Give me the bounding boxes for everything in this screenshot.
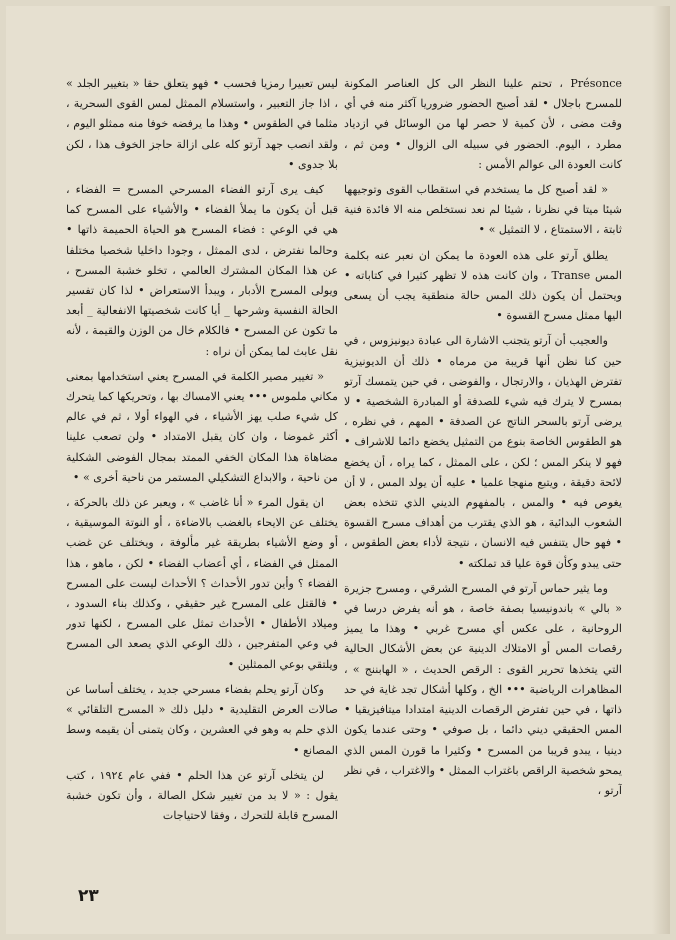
paragraph: يطلق آرتو على هذه العودة ما يمكن ان نعبر عنه بكلمة المس Transe ، وان كانت هذه لا تظهر كثيرا في كتاباته • ويحتمل أن يكون ذلك المس حالة منطقية يجب أن يسعى اليها ممثل مسرح القسوة • (344, 248, 622, 323)
left-column (66, 74, 338, 874)
paragraph: « لقد أصبح كل ما يستخدم في استقطاب القوى وتوجيهها شيئا ميتا في نظرنا ، شيئا لم نعد نستخلص منه الا فائدة فنية ثابتة ، الاستمتاع ، لا التمثيل » • (344, 183, 622, 237)
page-shadow (652, 6, 670, 934)
paragraph: وكان آرتو يحلم بفضاء مسرحي جديد ، يختلف أساسا عن صالات العرض التقليدية • دليل ذلك « المسرح التلقائي » الذي حلم به وهو في العشرين ، وكان يتمنى أن يقيمه وسط المصانع • (66, 682, 338, 757)
paragraph: ان يقول المرء « أنا غاضب » ، ويعبر عن ذلك بالحركة ، يختلف عن الايحاء بالغضب بالاضاءة ، أو النوتة الموسيقية ، أو وضع الأشياء بطريقة غير مألوفة ، ويختلف عن غضب الممثل في الفضاء ، أي أعضاب الفضاء • لكن ، ماهو ، هذا الفضاء ؟ وأين تدور الأحداث ؟ الأحداث ليست على المسرح • فالقتل على المسرح غير حقيقي ، وكذلك بناء السدود ، وميلاد الأطفال • الأحداث تمثل على المسرح ، لكنها تدور في وعي المتفرجين ، ذلك الوعي الذي يصعد الى المسرح ويلتقي بوعي الممثلين • (66, 496, 338, 671)
paragraph: « تغيير مصير الكلمة في المسرح يعني استخدامها بمعنى مكاني ملموس ••• يعني الامساك بها ، وتحريكها كما يتحرك كل شيء صلب يهز الأشياء ، في الهواء أولا ، ثم في عالم أكثر غموضا ، وان كان يقبل الامتداد • ولن تصعب علينا مضاهاة هذا المكان الخفي الممتد بمجال الفوضى الشكلية من ناحية ، والابداع التشكيلي المستمر من ناحية أخرى » • (66, 369, 338, 484)
paragraph: ليس تعبيرا رمزيا فحسب • فهو يتعلق حقا « بتغيير الجلد » ، اذا جاز التعبير ، واستسلام الممثل لمس القوى السحرية ، مثلما في الطقوس • وهذا ما يرفضه خوفا منه ممثلو اليوم ، ولقد انصب جهد آرتو كله على ازالة حاجز الخوف هذا ، لكن بلا جدوى • (66, 77, 338, 171)
paragraph: Présonce ، تحتم علينا النظر الى كل العناصر المكونة للمسرح باجلال • لقد أصبح الحضور ضروريا آكثر منه في أي وقت مضى ، لأن كمية لا حصر لها من الوسائل في ازدياد مطرد ، اليوم. الحضور في سبيله الى الزوال • ومن ثم ، كانت العودة الى عوالم الأمس : (344, 77, 622, 171)
page-number: ٢٣ (78, 886, 99, 906)
right-column (344, 74, 622, 874)
paragraph: وما يثير حماس آرتو في المسرح الشرقي ، ومسرح جزيرة « بالي » باندونيسيا بصفة خاصة ، هو أنه يفرض درسا في الروحانية ، على عكس أي مسرح غربي • وهذا ما يميز رقصات المس أو الامتلاك الدينية عن بعض الأشكال الحالية التي يتخذها تحرير القوى : الرقص الحديث ، « الهابننج » ، المظاهرات الرياضية ••• الخ ، وكلها أشكال تجد غاية في حد ذاتها ، في حين تفترض الرقصات الدينية امتدادا ميتافيزيقيا • المس الحقيقي ديني دائما ، بل صوفي • وحتى عندما يكون دينيا ، يبدو قريبا من المسرح • وكثيرا ما قورن المس الذي يمحو شخصية الراقص باغتراب الممثل • والاغتراب ، في نظر آرتو ، (344, 581, 622, 797)
scanned-page (6, 6, 670, 934)
paragraph: كيف يرى آرتو الفضاء المسرحي المسرح = الفضاء ، قبل أن يكون ما يملأ الفضاء • والأشياء على المسرح كما هي في الوعي : فضاء المسرح هو الحياة الحميمة ذاتها • وحالما نفترض ، لدى الممثل ، وجودا داخليا شخصيا مختلفا عن هذا المكان المشترك العالمي ، تخلو خشبة المسرح ، ويولى المسرح الأدبار ، ويبدأ الاستعراض • لذا كان تفسير الحالة النفسية وشرحها _ أيا كانت شخصيتها الانفعالية _ أبعد ما تكون عن المسرح • فالكلام خال من الوزن والقيمة ، لأنه نقل عابث لما يمكن أن نراه : (66, 183, 338, 358)
paragraph: لن يتخلى آرتو عن هذا الحلم • ففي عام ١٩٢٤ ، كتب يقول : « لا بد من تغيير شكل الصالة ، وأن تكون خشبة المسرح قابلة للتحرك ، وفقا لاحتياجات (66, 768, 338, 823)
paragraph: والعجيب أن آرتو يتجنب الاشارة الى عبادة ديونيزوس ، في حين كنا نظن أنها قريبة من مرماه • ذلك أن الديونيزية تفترض الهذيان ، والارتجال ، والفوضى ، في حين يتمسك آرتو بمسرح لا يترك فيه شيء للصدفة أو المبادرة الشخصية • لا يرضى آرتو بالسحر الناتج عن الصدفة • المهم ، في نظره ، هو الطقوس الخاصة بنوع من التمثيل يخضع دائما للاشراف • فهو لا ينكر المس ؛ لكن ، على الممثل ، كما يراه ، أن يخضع لائحة دقيقة ، ويتبع منهجا علميا • عليه أن يولد المس ، لا أن يغوص فيه • والمس ، بالمفهوم الديني الذي تتخذه بعض الشعوب البدائية ، هو الذي يقترب من أهداف مسرح القسوة • فهو حال يتنفس فيه الانسان ، نتيجة لأداء بعض الطقوس ، حتى يبدو وكأن قوة عليا قد تملكته • (344, 334, 622, 570)
